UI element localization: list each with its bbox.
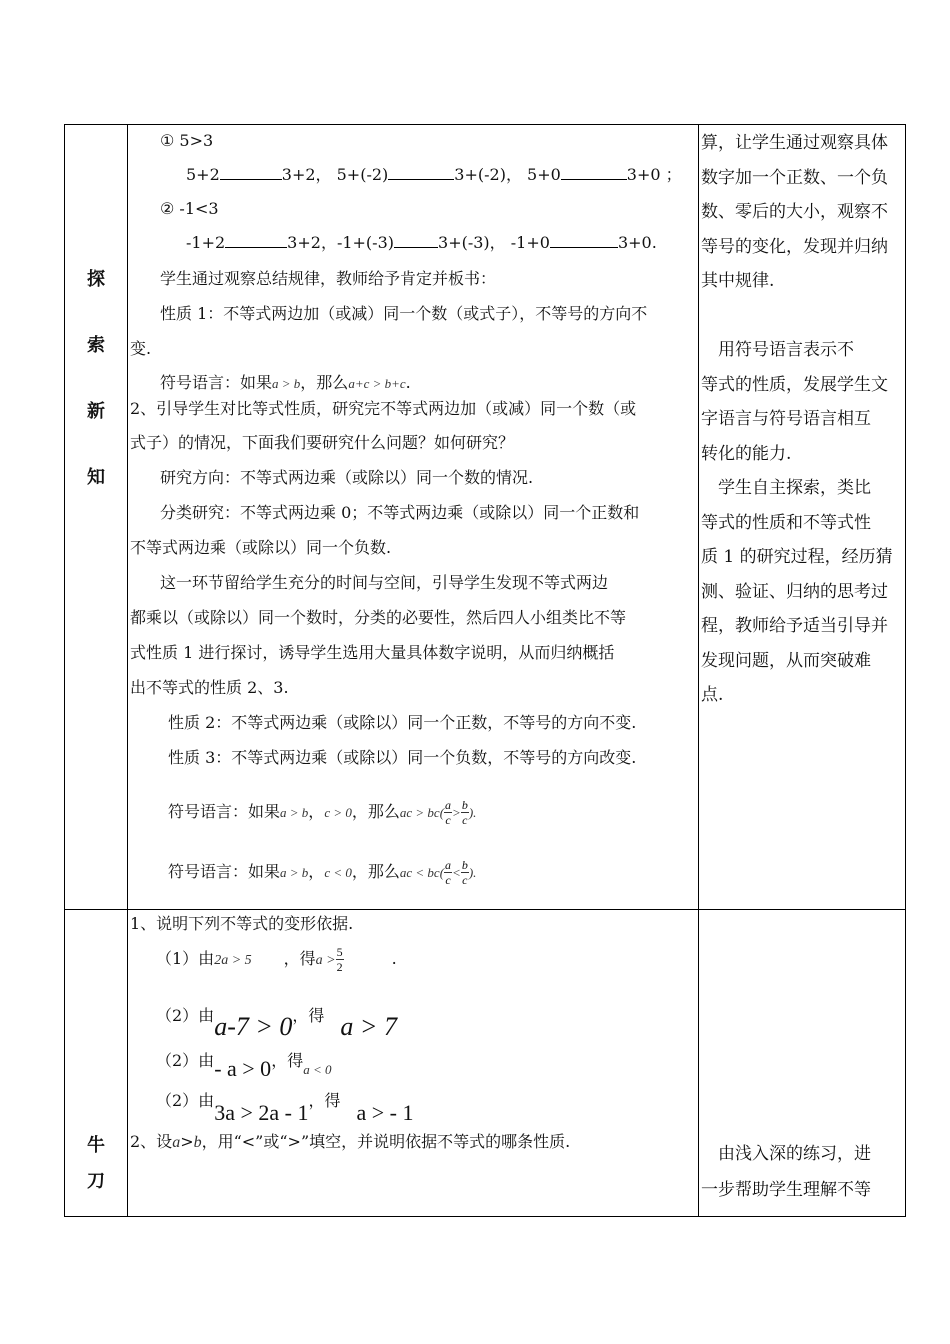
fraction: $\frac{a}{c}$: [445, 858, 452, 887]
blank: [561, 163, 627, 180]
paragraph-line: 都乘以（或除以）同一个数时，分类的必要性，然后四人小组类比不等: [130, 608, 627, 627]
paragraph-line: 式性质 1 进行探讨，诱导学生选用大量具体数字说明，从而归纳概括: [130, 643, 615, 662]
note-practice: [699, 910, 906, 1217]
content-practice: [128, 910, 699, 1217]
problem-1: （1）由2a > 5 ，得a > $\frac{5}{2}$ .: [156, 945, 397, 974]
label-char: 索: [87, 335, 105, 356]
label-char: 牛: [87, 1135, 105, 1156]
note-line: 由浅入深的练习，进: [701, 1144, 871, 1164]
note-line: 点.: [701, 685, 724, 705]
note-line: 等号的变化，发现并归纳: [701, 236, 888, 257]
note-text-block: [699, 125, 905, 909]
research-direction: 研究方向：不等式两边乘（或除以）同一个数的情况.: [160, 468, 534, 487]
note-line: 其中规律.: [701, 271, 775, 291]
problem-4: （2）由3a > 2a - 1，得 a > - 1: [156, 1091, 414, 1125]
row-explore: [65, 125, 906, 910]
property-1: 性质 1：不等式两边加（或减）同一个数（或式子），不等号的方向不: [160, 304, 648, 323]
note-line: 发现问题，从而突破难: [701, 650, 871, 671]
summary-text: 学生通过观察总结规律，教师给予肯定并板书：: [160, 269, 497, 288]
question-1: 1、说明下列不等式的变形依据.: [130, 914, 354, 933]
label-char: 刀: [87, 1171, 105, 1192]
problem-3: （2）由- a > 0，得$_{a < 0}$: [156, 1051, 332, 1081]
fraction: $\frac{b}{c}$: [461, 858, 468, 887]
label-char: 探: [87, 269, 105, 290]
note-line: 等式的性质，发展学生文: [701, 374, 888, 395]
example-1-fill: 5+2 3+2， 5+(-2) 3+(-2)， 5+0 3+0 ；: [186, 165, 682, 184]
note-line: 学生自主探索，类比: [701, 478, 871, 498]
example-1-line: ① 5>3: [160, 131, 214, 150]
note-explore: [699, 125, 906, 910]
note-line: 测、验证、归纳的思考过: [701, 581, 888, 602]
symbol-language-1: 符号语言：如果a > b，那么a+c > b+c.: [160, 373, 411, 392]
content-explore: [128, 125, 699, 910]
fraction: $\frac{b}{c}$: [461, 798, 468, 827]
guide-text: 2、引导学生对比等式性质，研究完不等式两边加（或减）同一个数（或: [130, 399, 637, 418]
paragraph-line: 这一环节留给学生充分的时间与空间，引导学生发现不等式两边: [160, 573, 609, 592]
label-char: 知: [87, 467, 105, 488]
guide-text-cont: 式子）的情况，下面我们要研究什么问题？如何研究？: [130, 433, 515, 452]
note-line: 等式的性质和不等式性: [701, 512, 871, 533]
note-line: 数字加一个正数、一个负: [701, 167, 888, 188]
fraction: $\frac{5}{2}$: [336, 945, 343, 974]
label-char: 新: [87, 401, 105, 422]
question-2: 2、设a>b，用“<”或“>”填空，并说明依据不等式的哪条性质.: [130, 1132, 571, 1151]
row-label-practice: [65, 910, 128, 1217]
lesson-table: [64, 124, 906, 1217]
blank: [388, 163, 454, 180]
example-2-line: ② -1<3: [160, 199, 219, 218]
blank: [220, 163, 282, 180]
symbol-language-2: 符号语言：如果a > b，c > 0，那么ac > bc( $\frac{a}{c}$ > $\frac{b}{c}$ ).: [168, 798, 477, 827]
symbol-language-3: 符号语言：如果a > b，c < 0，那么ac < bc( $\frac{a}{c}$ < $\frac{b}{c}$ ).: [168, 858, 477, 887]
problem-2: （2）由a-7 > 0，得 a > 7: [156, 1006, 397, 1041]
note-text-block: [699, 910, 905, 1216]
classification: 分类研究：不等式两边乘 0；不等式两边乘（或除以）同一个正数和: [160, 503, 640, 522]
example-2-fill: -1+2 3+2，-1+(-3) 3+(-3)， -1+0 3+0.: [186, 233, 657, 252]
blank: [225, 231, 287, 248]
row-label-explore: [65, 125, 128, 910]
note-line: 程，教师给予适当引导并: [701, 616, 888, 636]
paragraph-line: 出不等式的性质 2、3.: [130, 678, 289, 697]
property-1-cont: 变.: [130, 339, 152, 358]
note-line: 一步帮助学生理解不等: [701, 1180, 871, 1200]
classification-cont: 不等式两边乘（或除以）同一个负数.: [130, 538, 392, 557]
note-line: 用符号语言表示不: [701, 340, 854, 360]
note-line: 质 1 的研究过程，经历猜: [701, 547, 893, 567]
fraction: $\frac{a}{c}$: [445, 798, 452, 827]
blank: [394, 231, 438, 248]
property-2: 性质 2：不等式两边乘（或除以）同一个正数，不等号的方向不变.: [168, 713, 637, 732]
note-line: 算，让学生通过观察具体: [701, 133, 888, 153]
note-line: 转化的能力.: [701, 443, 792, 464]
row-practice: [65, 910, 906, 1217]
blank: [550, 231, 618, 248]
note-line: 字语言与符号语言相互: [701, 409, 871, 429]
note-line: 数、零后的大小，观察不: [701, 202, 888, 222]
property-3: 性质 3：不等式两边乘（或除以）同一个负数，不等号的方向改变.: [168, 748, 637, 767]
